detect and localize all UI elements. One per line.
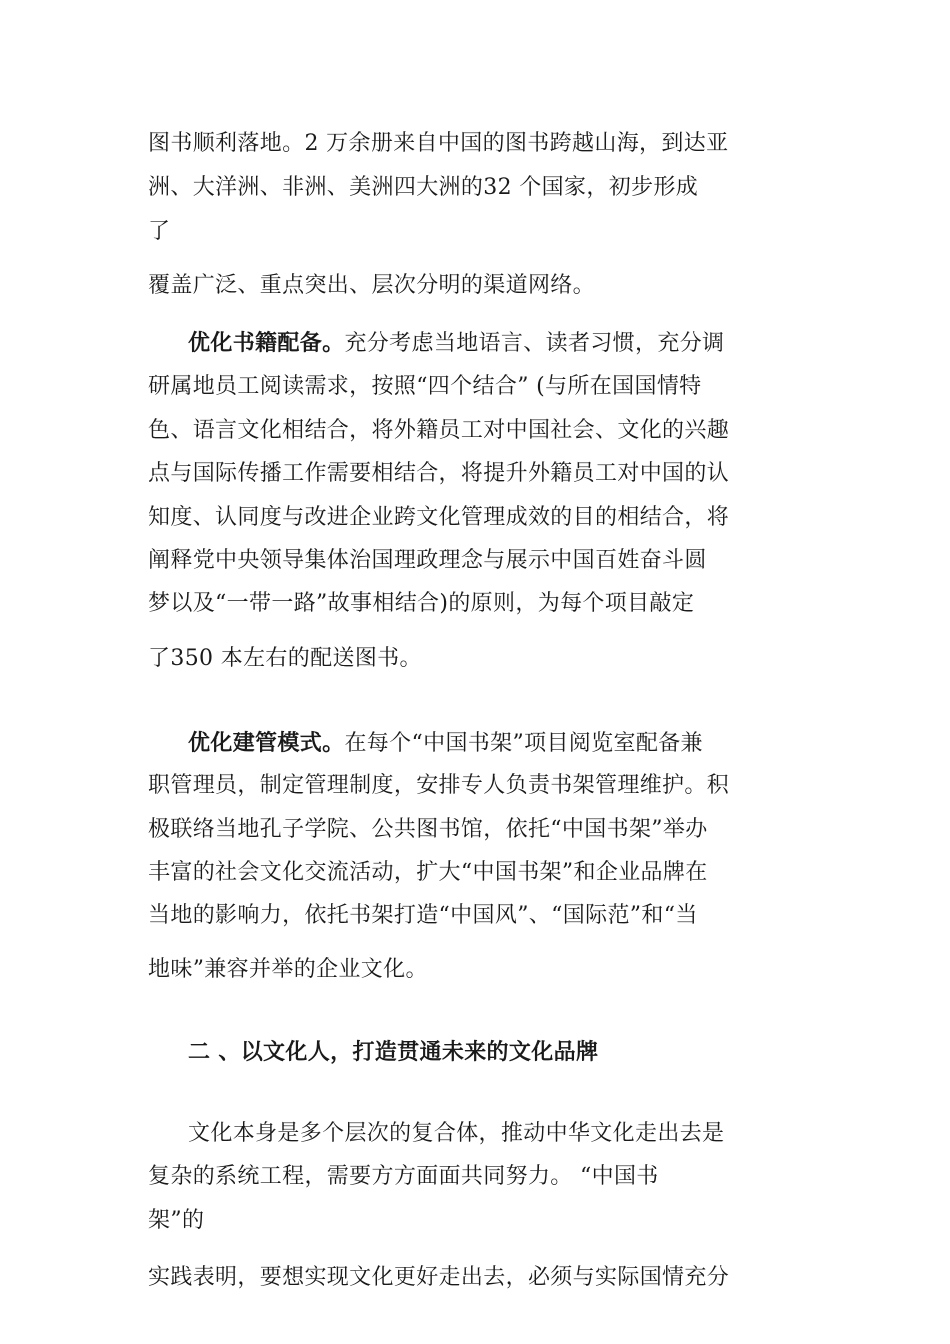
section-heading: 二 、以文化人，打造贯通未来的文化品牌 <box>188 1039 599 1065</box>
text-line: 阐释党中央领导集体治国理政理念与展示中国百姓奋斗圆 <box>148 548 707 573</box>
paragraph-lead: 优化建管模式。 <box>188 730 345 756</box>
text-span: 在每个“中国书架”项目阅览室配备兼 <box>344 731 703 756</box>
text-line <box>188 729 808 758</box>
text-line: 职管理员，制定管理制度，安排专人负责书架管理维护。积 <box>148 773 730 798</box>
text-line <box>188 329 808 358</box>
text-line: 文化本身是多个层次的复合体，推动中华文化走出去是 <box>188 1121 725 1146</box>
text-line: 覆盖广泛、重点突出、层次分明的渠道网络。 <box>148 273 596 298</box>
text-line: 图书顺利落地。2 万余册来自中国的图书跨越山海，到达亚 <box>148 131 729 156</box>
text-line: 了 <box>148 219 171 244</box>
text-line: 点与国际传播工作需要相结合，将提升外籍员工对中国的认 <box>148 461 730 486</box>
text-line: 实践表明，要想实现文化更好走出去，必须与实际国情充分 <box>148 1265 730 1290</box>
paragraph-lead: 优化书籍配备。 <box>188 330 345 356</box>
text-line: 地味”兼容并举的企业文化。 <box>148 957 428 982</box>
text-line: 丰富的社会文化交流活动，扩大“中国书架”和企业品牌在 <box>148 860 708 885</box>
text-line: 研属地员工阅读需求，按照“四个结合” (与所在国国情特 <box>148 374 702 399</box>
text-span: 充分考虑当地语言、读者习惯，充分调 <box>344 331 725 356</box>
text-line: 梦以及“一带一路”故事相结合)的原则，为每个项目敲定 <box>148 591 695 616</box>
text-line: 色、语言文化相结合，将外籍员工对中国社会、文化的兴趣 <box>148 418 730 443</box>
text-line: 洲、大洋洲、非洲、美洲四大洲的32 个国家，初步形成 <box>148 175 699 200</box>
text-line: 了350 本左右的配送图书。 <box>148 646 422 671</box>
text-line: 复杂的系统工程，需要方方面面共同努力。 “中国书 <box>148 1164 659 1189</box>
text-line: 极联络当地孔子学院、公共图书馆，依托“中国书架”举办 <box>148 817 708 842</box>
text-line: 当地的影响力，依托书架打造“中国风”、“国际范”和“当 <box>148 903 698 928</box>
text-line: 知度、认同度与改进企业跨文化管理成效的目的相结合，将 <box>148 505 730 530</box>
text-line: 架”的 <box>148 1208 205 1233</box>
